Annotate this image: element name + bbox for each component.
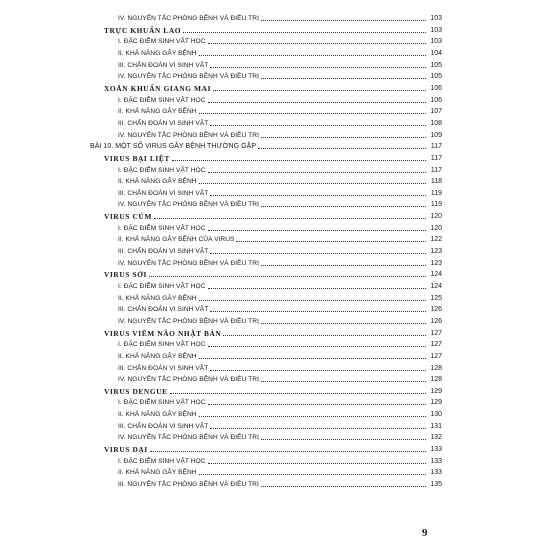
toc-entry: [118, 396, 442, 408]
toc-entry-title: II. KHẢ NĂNG GÂY BỆNH CỦA VIRUS: [118, 236, 235, 244]
toc-entry: [118, 478, 442, 490]
dot-leader: [210, 427, 426, 429]
toc-entry-title: BÀI 10. MỘT SỐ VIRUS GÂY BỆNH THƯỜNG GẶP: [90, 143, 257, 151]
toc-entry: [118, 455, 442, 467]
dot-leader: [149, 275, 426, 277]
toc-chapter: [90, 140, 442, 152]
dot-leader: [261, 264, 426, 266]
toc-entry-title: VIRUS DẠI: [104, 445, 148, 455]
toc-entry-title: IV. NGUYÊN TẮC PHÒNG BỆNH VÀ ĐIỀU TRỊ: [118, 15, 259, 22]
dot-leader: [170, 392, 426, 394]
toc-entry-title: III. CHẨN ĐOÁN VI SINH VẬT: [118, 119, 209, 127]
toc-entry: [118, 59, 442, 71]
toc-entry: [118, 315, 442, 327]
page-number: 9: [422, 527, 428, 539]
toc-entry: [118, 431, 442, 443]
toc-entry-title: IV. NGUYÊN TẮC PHÒNG BỆNH VÀ ĐIỀU TRỊ: [118, 376, 259, 384]
dot-leader: [208, 403, 426, 405]
toc-entry: [118, 198, 442, 210]
toc-entry-title: I. ĐẶC ĐIỂM SINH VẬT HỌC: [118, 457, 206, 465]
toc-entry-title: II. KHẢ NĂNG GÂY BỆNH: [118, 294, 197, 302]
dot-leader: [199, 54, 426, 56]
dot-leader: [210, 66, 426, 68]
toc-entry-page: 123: [430, 248, 442, 255]
toc-entry-title: II. KHẢ NĂNG GÂY BỆNH: [118, 469, 197, 477]
toc-entry: [118, 35, 442, 47]
toc-entry-title: II. KHẢ NĂNG GÂY BỆNH: [118, 108, 197, 116]
toc-entry-page: 103: [430, 38, 442, 46]
dot-leader: [199, 357, 426, 359]
toc-entry-title: II. KHẢ NĂNG GÂY BỆNH: [118, 411, 197, 419]
toc-entry-page: 133: [430, 446, 442, 454]
toc-entry-title: XOẮN KHUẨN GIANG MAI: [104, 83, 212, 93]
toc-entry-page: 126: [430, 317, 442, 325]
toc-entry-page: 105: [430, 73, 442, 81]
toc-section-heading: [104, 268, 442, 280]
dot-leader: [199, 415, 426, 417]
dot-leader: [261, 380, 426, 382]
dot-leader: [208, 345, 426, 347]
toc-entry-page: 120: [430, 213, 442, 221]
toc-entry-title: I. ĐẶC ĐIỂM SINH VẬT HỌC: [118, 38, 206, 46]
toc-entry-page: 104: [430, 50, 442, 57]
dot-leader: [208, 462, 426, 464]
toc-entry: [118, 12, 442, 24]
dot-leader: [236, 240, 426, 242]
dot-leader: [213, 89, 426, 91]
toc-entry-title: III. CHẨN ĐOÁN VI SINH VẬT: [118, 422, 209, 430]
dot-leader: [150, 450, 426, 452]
toc-entry-page: 129: [430, 399, 442, 407]
toc-entry-title: VIRUS VIÊM NÃO NHẬT BẢN: [104, 328, 222, 338]
toc-entry-page: 119: [430, 201, 442, 209]
toc-entry-title: III. NGUYÊN TẮC PHÒNG BỆNH VÀ ĐIỀU TRỊ: [118, 481, 259, 488]
toc-entry-page: 103: [430, 15, 442, 22]
toc-entry-title: VIRUS CÚM: [104, 212, 152, 222]
toc-entry-page: 118: [430, 178, 442, 186]
toc-entry-title: III. CHẨN ĐOÁN VI SINH VẬT: [118, 248, 209, 255]
toc-section-heading: [104, 443, 442, 455]
toc-entry: [118, 175, 442, 187]
toc-entry-title: II. KHẢ NĂNG GÂY BỆNH: [118, 352, 197, 360]
toc-entry: [118, 164, 442, 176]
dot-leader: [154, 217, 426, 219]
dot-leader: [210, 369, 426, 371]
toc-entry-title: IV. NGUYÊN TẮC PHÒNG BỆNH VÀ ĐIỀU TRỊ: [118, 73, 259, 81]
toc-entry-title: IV. NGUYÊN TẮC PHÒNG BỆNH VÀ ĐIỀU TRỊ: [118, 317, 259, 325]
toc-entry: [118, 257, 442, 269]
toc-entry-page: 131: [430, 422, 442, 430]
toc-entry-title: IV. NGUYÊN TẮC PHÒNG BỆNH VÀ ĐIỀU TRỊ: [118, 259, 259, 267]
toc-entry-page: 106: [430, 96, 442, 104]
dot-leader: [208, 171, 426, 173]
toc-entry-title: VIRUS SỞI: [104, 270, 147, 280]
dot-leader: [210, 252, 426, 254]
toc-entry: [118, 350, 442, 362]
dot-leader: [208, 229, 426, 231]
toc-entry-page: 117: [430, 143, 442, 151]
toc-entry-title: I. ĐẶC ĐIỂM SINH VẬT HỌC: [118, 166, 206, 174]
dot-leader: [208, 287, 426, 289]
toc-entry-page: 129: [430, 387, 442, 395]
toc-entry-page: 120: [430, 224, 442, 232]
toc-entry: [118, 245, 442, 257]
dot-leader: [172, 159, 426, 161]
toc-entry: [118, 117, 442, 129]
dot-leader: [261, 136, 426, 138]
toc-entry-page: 128: [430, 376, 442, 384]
toc-entry-title: IV. NGUYÊN TẮC PHÒNG BỆNH VÀ ĐIỀU TRỊ: [118, 434, 259, 442]
toc-entry-page: 125: [430, 294, 442, 302]
dot-leader: [261, 438, 426, 440]
dot-leader: [261, 19, 426, 21]
dot-leader: [261, 205, 426, 207]
toc-entry: [118, 373, 442, 385]
toc-entry-page: 123: [430, 259, 442, 267]
toc-entry: [118, 292, 442, 304]
toc-entry: [118, 187, 442, 199]
toc-entry-page: 135: [430, 481, 442, 488]
dot-leader: [199, 112, 426, 114]
toc-entry-page: 107: [430, 108, 442, 116]
toc-entry: [118, 420, 442, 432]
toc-entry-title: I. ĐẶC ĐIỂM SINH VẬT HỌC: [118, 341, 206, 349]
toc-entry-title: I. ĐẶC ĐIỂM SINH VẬT HỌC: [118, 96, 206, 104]
dot-leader: [223, 334, 426, 336]
dot-leader: [261, 485, 426, 487]
toc-entry-title: III. CHẨN ĐOÁN VI SINH VẬT: [118, 306, 209, 314]
toc-section-heading: [104, 327, 442, 339]
toc-entry-page: 132: [430, 434, 442, 442]
toc-section-heading: [104, 24, 442, 36]
toc-entry-page: 127: [430, 352, 442, 360]
toc-entry-title: I. ĐẶC ĐIỂM SINH VẬT HỌC: [118, 282, 206, 290]
dot-leader: [258, 147, 426, 149]
toc-entry-page: 124: [430, 282, 442, 290]
toc-entry-page: 126: [430, 306, 442, 314]
toc-entry: [118, 70, 442, 82]
toc-entry: [118, 362, 442, 374]
toc-entry-title: IV. NGUYÊN TẮC PHÒNG BỆNH VÀ ĐIỀU TRỊ: [118, 131, 259, 139]
toc-entry-title: I. ĐẶC ĐIỂM SINH VẬT HỌC: [118, 224, 206, 232]
toc-entry-title: TRỰC KHUẨN LAO: [104, 25, 182, 35]
toc-entry: [118, 466, 442, 478]
toc-entry: [118, 94, 442, 106]
toc-entry: [118, 233, 442, 245]
toc-entry-title: II. KHẢ NĂNG GÂY BỆNH: [118, 50, 197, 57]
toc-entry-page: 108: [430, 119, 442, 127]
toc-entry-page: 128: [430, 364, 442, 372]
toc-entry-page: 106: [430, 84, 442, 92]
toc-entry-page: 105: [430, 61, 442, 69]
dot-leader: [210, 194, 426, 196]
toc-entry-page: 133: [430, 457, 442, 465]
dot-leader: [208, 101, 426, 103]
toc-entry-page: 119: [430, 189, 442, 197]
toc-entry-title: III. CHẨN ĐOÁN VI SINH VẬT: [118, 61, 209, 69]
toc-entry: [118, 222, 442, 234]
toc-entry-page: 103: [430, 26, 442, 34]
dot-leader: [261, 322, 426, 324]
dot-leader: [199, 182, 426, 184]
toc-entry-page: 124: [430, 271, 442, 279]
toc-entry-page: 109: [430, 131, 442, 139]
toc-entry-title: III. CHẨN ĐOÁN VI SINH VẬT: [118, 364, 209, 372]
toc-section-heading: [104, 385, 442, 397]
toc-entry-page: 133: [430, 469, 442, 477]
dot-leader: [199, 299, 426, 301]
toc-entry-page: 117: [430, 154, 442, 162]
dot-leader: [210, 310, 426, 312]
toc-entry-title: II. KHẢ NĂNG GÂY BỆNH: [118, 178, 197, 186]
dot-leader: [210, 124, 426, 126]
toc-entry-page: 127: [430, 341, 442, 349]
toc-entry-title: III. CHẨN ĐOÁN VI SINH VẬT: [118, 189, 209, 197]
dot-leader: [199, 473, 426, 475]
dot-leader: [261, 77, 426, 79]
toc-entry-page: 130: [430, 411, 442, 419]
toc-entry-title: I. ĐẶC ĐIỂM SINH VẬT HỌC: [118, 399, 206, 407]
toc-entry: [118, 408, 442, 420]
dot-leader: [208, 42, 426, 44]
toc-section-heading: [104, 152, 442, 164]
toc-entry: [118, 280, 442, 292]
toc-entry-page: 122: [430, 236, 442, 244]
toc-entry: [118, 47, 442, 59]
toc-section-heading: [104, 210, 442, 222]
toc-entry-page: 117: [430, 166, 442, 174]
toc-entry: [118, 338, 442, 350]
toc-entry-page: 127: [430, 329, 442, 337]
toc-entry: [118, 129, 442, 141]
toc-entry: [118, 303, 442, 315]
toc-entry: [118, 105, 442, 117]
dot-leader: [183, 31, 426, 33]
toc-entry-title: IV. NGUYÊN TẮC PHÒNG BỆNH VÀ ĐIỀU TRỊ: [118, 201, 259, 209]
toc-entry-title: VIRUS BẠI LIỆT: [104, 153, 170, 163]
toc-entry-title: VIRUS DENGUE: [104, 386, 168, 396]
toc-section-heading: [104, 82, 442, 94]
